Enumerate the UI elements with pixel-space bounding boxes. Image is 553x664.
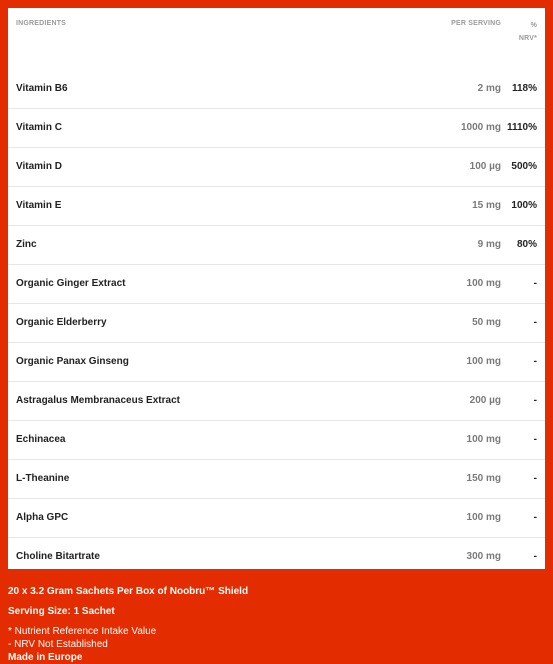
ingredient-nrv: 500% (511, 161, 537, 172)
header-per-serving: PER SERVING (451, 20, 501, 27)
ingredient-name: Organic Panax Ginseng (16, 356, 129, 367)
ingredient-name: Vitamin C (16, 122, 62, 133)
ingredient-nrv: - (533, 473, 537, 484)
ingredient-amount: 300 mg (466, 551, 501, 562)
table-row (8, 70, 545, 109)
table-row (8, 499, 545, 538)
table-header (8, 8, 545, 70)
box-info: 20 x 3.2 Gram Sachets Per Box of Noobru™ Shield (8, 586, 249, 597)
header-nrv (519, 19, 537, 45)
table-row (8, 187, 545, 226)
ingredient-nrv: 1110% (506, 122, 537, 133)
ingredient-name: Vitamin B6 (16, 83, 68, 94)
ingredient-amount: 150 mg (466, 473, 501, 484)
ingredient-name: Zinc (16, 239, 37, 250)
table-row (8, 109, 545, 148)
ingredient-nrv: - (533, 317, 537, 328)
ingredient-nrv: - (533, 551, 537, 562)
ingredient-amount: 15 mg (472, 200, 501, 211)
ingredient-nrv: - (533, 356, 537, 367)
table-row (8, 538, 545, 577)
ingredient-name: Astragalus Membranaceus Extract (16, 395, 180, 406)
header-ingredients: INGREDIENTS (16, 20, 67, 27)
note-not-established: - NRV Not Established (8, 639, 108, 650)
ingredient-amount: 100 mg (466, 278, 501, 289)
ingredient-amount: 1000 mg (460, 122, 501, 133)
ingredient-name: Choline Bitartrate (16, 551, 100, 562)
header-percent: % (530, 22, 537, 29)
ingredient-amount: 100 mg (466, 434, 501, 445)
ingredient-amount: 200 µg (469, 395, 501, 406)
made-in: Made in Europe (8, 652, 83, 663)
note-nrv: * Nutrient Reference Intake Value (8, 626, 157, 637)
table-row (8, 343, 545, 382)
ingredient-nrv: - (533, 278, 537, 289)
ingredient-nrv: 100% (511, 200, 537, 211)
ingredient-amount: 9 mg (477, 239, 501, 250)
ingredient-name: Organic Elderberry (16, 317, 107, 328)
ingredient-amount: 100 mg (466, 356, 501, 367)
ingredient-nrv: 118% (511, 83, 537, 94)
ingredient-name: Alpha GPC (16, 512, 69, 523)
ingredient-name: Echinacea (16, 434, 66, 445)
table-row (8, 382, 545, 421)
table-row (8, 304, 545, 343)
ingredient-nrv: - (533, 434, 537, 445)
table-row (8, 148, 545, 187)
table-row (8, 460, 545, 499)
ingredient-amount: 100 mg (466, 512, 501, 523)
nutrition-table (8, 8, 545, 569)
ingredient-name: L-Theanine (16, 473, 70, 484)
table-body (8, 70, 545, 577)
ingredient-name: Vitamin D (16, 161, 62, 172)
table-row (8, 265, 545, 304)
ingredient-amount: 100 µg (469, 161, 501, 172)
ingredient-nrv: - (533, 512, 537, 523)
serving-size: Serving Size: 1 Sachet (8, 606, 115, 617)
ingredient-amount: 2 mg (477, 83, 501, 94)
ingredient-name: Vitamin E (16, 200, 62, 211)
ingredient-nrv: 80% (516, 239, 537, 250)
footer-notes (8, 585, 545, 664)
header-nrv-label: NRV* (518, 35, 537, 42)
ingredient-nrv: - (533, 395, 537, 406)
ingredient-name: Organic Ginger Extract (16, 278, 126, 289)
table-row (8, 421, 545, 460)
ingredient-amount: 50 mg (472, 317, 501, 328)
table-row (8, 226, 545, 265)
